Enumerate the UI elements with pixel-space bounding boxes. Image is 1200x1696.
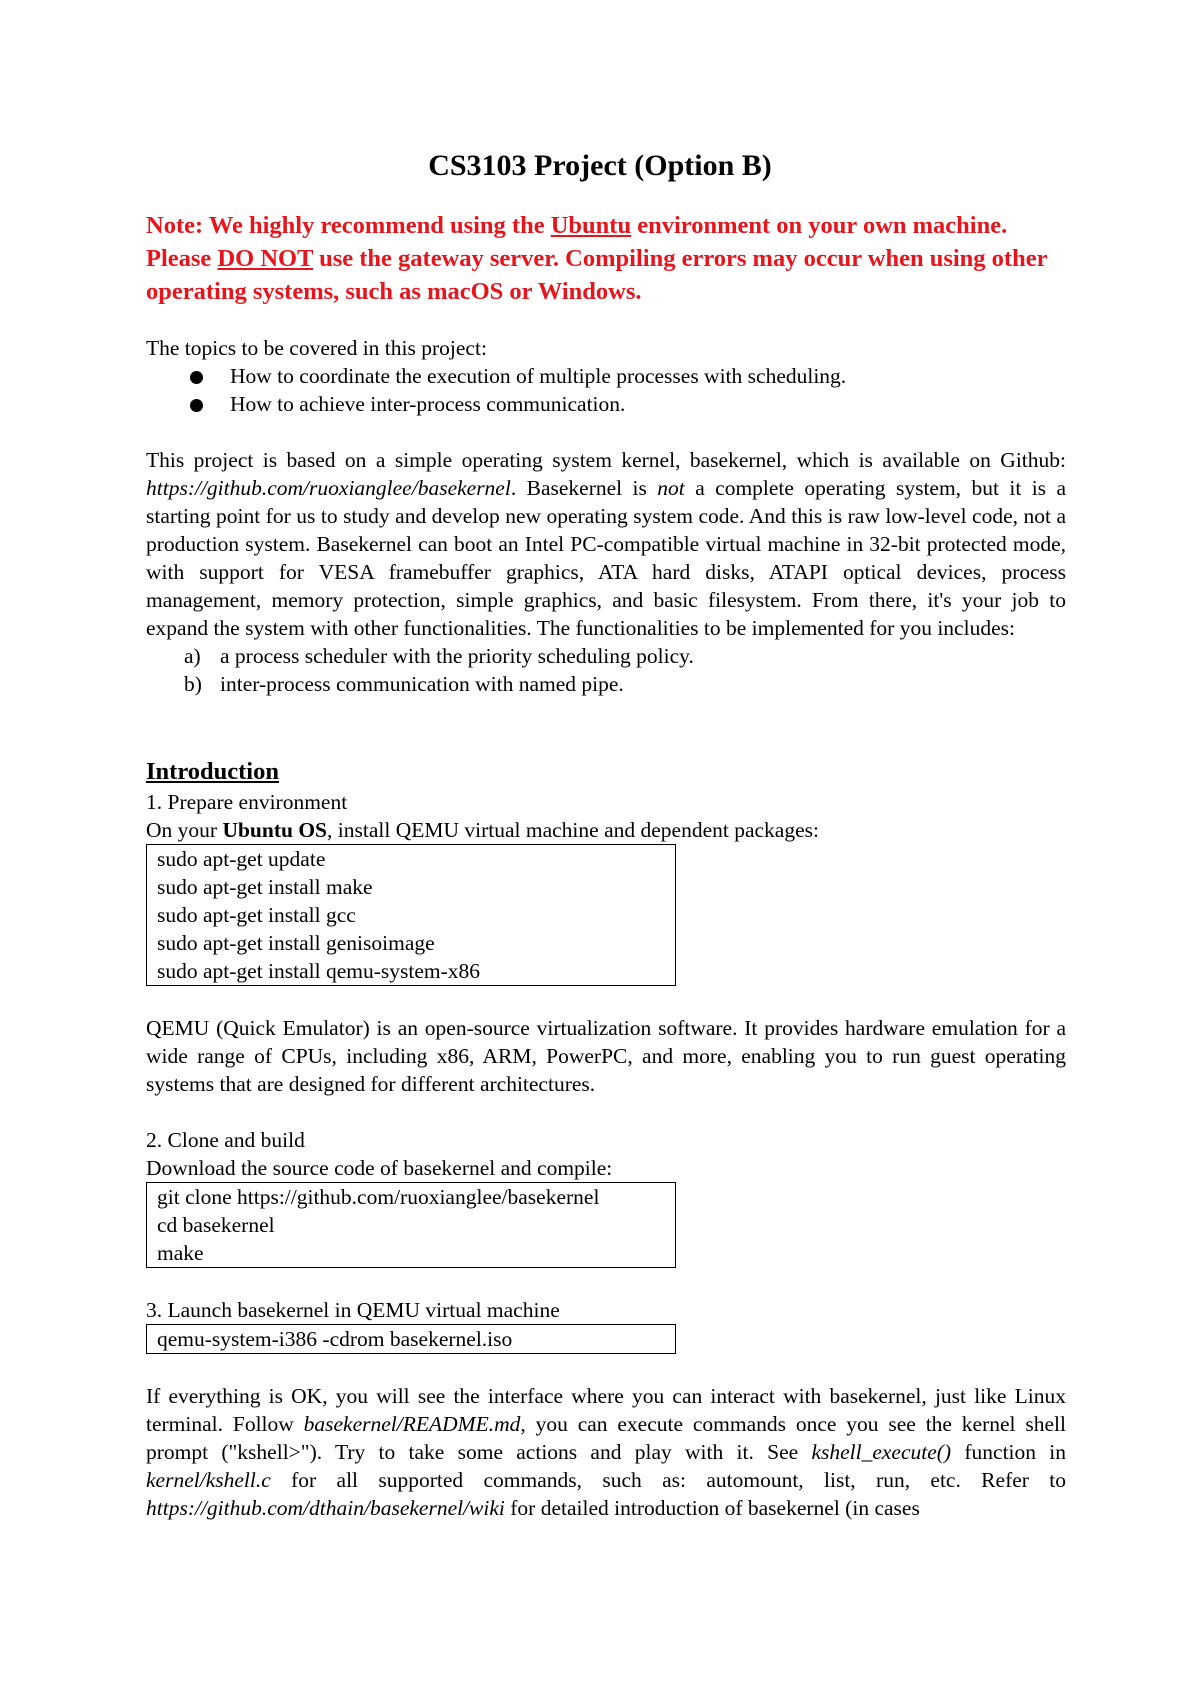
bullet-icon — [190, 371, 203, 384]
step3-title: 3. Launch basekernel in QEMU virtual machine — [146, 1298, 560, 1322]
code-line: git clone https://github.com/ruoxianglee/basekernel — [157, 1185, 600, 1209]
note-text-2: environment on your own machine. Please — [146, 212, 1008, 272]
overview-section — [146, 446, 1066, 698]
code-line: sudo apt-get install gcc — [157, 903, 356, 927]
readme-link: basekernel/README.md — [303, 1412, 521, 1436]
bullet-icon — [190, 399, 203, 412]
list-item: How to coordinate the execution of multiple processes with scheduling. — [146, 362, 1066, 390]
note-text-1: Note: We highly recommend using the — [146, 212, 551, 239]
topics-intro: The topics to be covered in this project: — [146, 336, 487, 360]
note-ubuntu: Ubuntu — [550, 212, 632, 239]
qemu-description: QEMU (Quick Emulator) is an open-source virtualization software. It provides hardware emulation for a wide range of CPUs, including x86, ARM, PowerPC, and more, enabling you to run guest operating systems that are designed for different architectures. — [146, 1016, 1066, 1096]
page-title: CS3103 Project (Option B) — [428, 149, 772, 182]
final-paragraph: If everything is OK, you will see the interface where you can interact with basekernel, just like Linux terminal. Follow basekernel/README.md, you can execute commands once you see the kernel shell prompt ("kshell>"). Try to take some actions and play with it. See kshell_execute() function in kernel/kshell.c for all supported commands, such as: automount, list, run, etc. Refer to https://github.com/dthain/basekernel/wiki for detailed introduction of basekernel (in cases — [146, 1384, 1067, 1520]
step2-desc: Download the source code of basekernel and compile: — [146, 1156, 613, 1180]
topics-list — [146, 362, 1066, 418]
step1-desc: On your Ubuntu OS, install QEMU virtual machine and dependent packages: — [146, 818, 819, 842]
step2-title: 2. Clone and build — [146, 1128, 305, 1152]
overview-paragraph: This project is based on a simple operating system kernel, basekernel, which is available on Github: https://github.com/ruoxianglee/basekernel. Basekernel is not a complete operating system, but it is a starting point for us to study and develop new operating system code. And this is raw low-level code, not a production system. Basekernel can boot an Intel PC-compatible virtual machine in 32-bit protected mode, with support for VESA framebuffer graphics, ATA hard disks, ATAPI optical devices, process management, memory protection, simple graphics, and basic filesystem. From there, it's your job to expand the system with other functionalities. The functionalities to be implemented for you includes: — [146, 448, 1066, 640]
install-code-box — [146, 844, 676, 986]
list-item: How to achieve inter-process communication. — [146, 390, 1066, 418]
introduction-heading: Introduction — [146, 758, 279, 785]
code-line: sudo apt-get install qemu-system-x86 — [157, 959, 481, 983]
warning-note — [146, 209, 1066, 308]
wiki-link[interactable]: https://github.com/dthain/basekernel/wiki — [146, 1496, 505, 1520]
step1-title: 1. Prepare environment — [146, 790, 348, 814]
introduction-section — [146, 756, 1066, 1522]
basekernel-link[interactable]: https://github.com/ruoxianglee/basekernel — [146, 476, 511, 500]
code-line: qemu-system-i386 -cdrom basekernel.iso — [157, 1327, 513, 1351]
note-do-not: DO NOT — [217, 245, 313, 272]
code-line: sudo apt-get install genisoimage — [157, 931, 435, 955]
code-line: sudo apt-get update — [157, 847, 326, 871]
code-line: sudo apt-get install make — [157, 875, 373, 899]
note-text-3: use the gateway server. Compiling errors may occur when using other operating systems, such as macOS or Windows. — [146, 245, 1047, 305]
list-item: a) a process scheduler with the priority scheduling policy. — [184, 644, 694, 668]
clone-code-box — [146, 1182, 676, 1268]
launch-code-box — [146, 1324, 676, 1354]
functionality-list — [146, 642, 1066, 698]
code-line: make — [157, 1241, 204, 1265]
topics-section — [146, 334, 1066, 418]
list-item: b) inter-process communication with named pipe. — [184, 672, 624, 696]
code-line: cd basekernel — [157, 1213, 275, 1237]
